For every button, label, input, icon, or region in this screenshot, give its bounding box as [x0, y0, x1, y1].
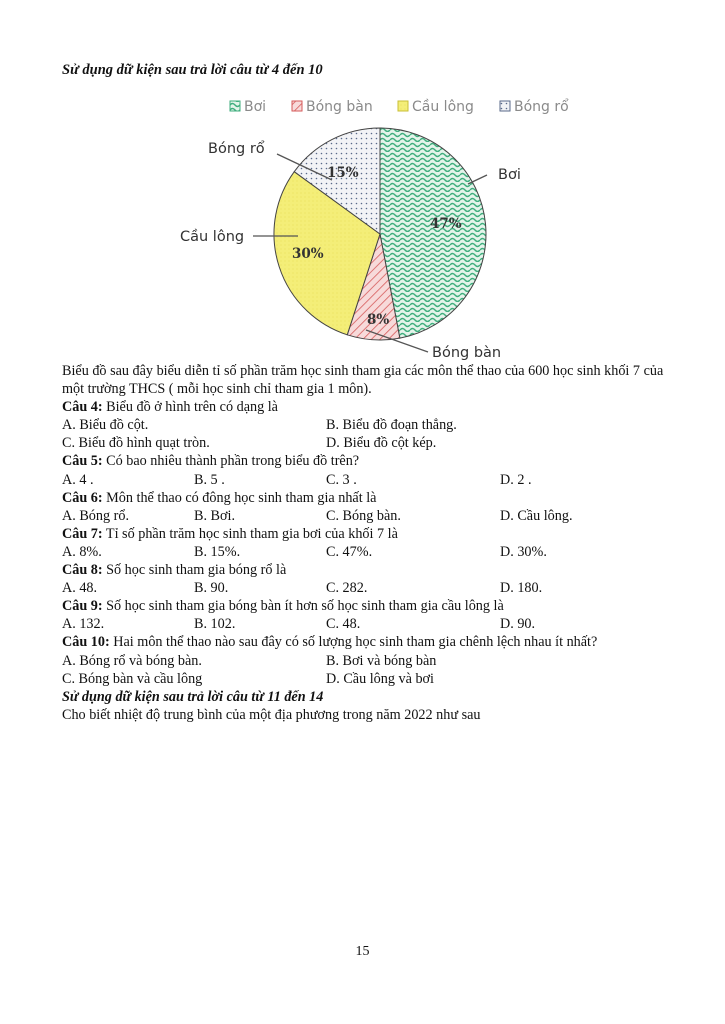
- pie-slice-boi: [380, 128, 486, 338]
- options-row: [62, 416, 674, 434]
- pie-chart: [160, 92, 600, 362]
- option-b: B. 90.: [194, 580, 229, 597]
- option-a: A. 8%.: [62, 543, 102, 560]
- callout-label-boi: Bơi: [498, 167, 521, 183]
- options-row: [62, 543, 674, 561]
- pie-chart-svg: [160, 92, 600, 362]
- question-text: Số học sinh tham gia bóng bàn ít hơn số học sinh tham gia cầu lông là: [106, 598, 504, 615]
- options-row: [62, 507, 674, 525]
- option-b: B. 15%.: [194, 543, 241, 560]
- legend-item-bongro: [500, 98, 569, 115]
- option-c: C. Bóng bàn và cầu lông: [62, 670, 203, 687]
- legend-item-bongban: [292, 99, 373, 115]
- question-6: [62, 489, 674, 507]
- question-label: Câu 8:: [62, 562, 103, 579]
- data-label-bongro: 15%: [327, 165, 359, 181]
- option-c: C. 3 .: [326, 471, 357, 488]
- option-b: B. 102.: [194, 616, 236, 633]
- question-label: Câu 7:: [62, 525, 103, 542]
- option-d: D. Cầu lông và bơi: [326, 670, 434, 687]
- options-row: [62, 652, 674, 670]
- question-5: [62, 452, 674, 470]
- question-label: Câu 6:: [62, 489, 103, 506]
- option-c: C. Bóng bàn.: [326, 507, 401, 524]
- options-row: [62, 615, 674, 633]
- option-d: D. Cầu lông.: [500, 507, 573, 524]
- option-a: A. Bóng rổ.: [62, 507, 129, 524]
- question-label: Câu 5:: [62, 453, 103, 470]
- question-9: [62, 597, 674, 615]
- question-4: [62, 398, 674, 416]
- option-b: B. Bơi và bóng bàn: [326, 652, 437, 669]
- option-d: D. Biểu đồ cột kép.: [326, 435, 437, 452]
- callout-label-caulong: Cầu lông: [180, 229, 245, 245]
- option-d: D. 30%.: [500, 543, 547, 560]
- question-7: [62, 525, 674, 543]
- question-text: Hai môn thể thao nào sau đây có số lượng học sinh tham gia chênh lệch nhau ít nhất?: [113, 634, 598, 651]
- callout-label-bongro: Bóng rổ: [208, 141, 265, 157]
- option-d: D. 2 .: [500, 471, 532, 488]
- data-label-caulong: 30%: [292, 246, 324, 262]
- questions-block: [62, 362, 674, 724]
- legend-label-bongro: Bóng rổ: [514, 99, 569, 115]
- option-c: C. 282.: [326, 580, 368, 597]
- question-8: [62, 561, 674, 579]
- section-heading-1: Sử dụng dữ kiện sau trả lời câu từ 4 đến 10: [62, 62, 323, 78]
- question-10: [62, 633, 674, 651]
- question-text: Biểu đồ ở hình trên có dạng là: [106, 399, 278, 416]
- option-c: C. 48.: [326, 616, 361, 633]
- question-text: Môn thể thao có đông học sinh tham gia nhất là: [106, 489, 377, 506]
- option-a: A. 132.: [62, 616, 105, 633]
- legend-label-bongban: Bóng bàn: [306, 99, 373, 115]
- legend-label-caulong: Cầu lông: [412, 99, 474, 115]
- option-a: A. 48.: [62, 580, 98, 597]
- question-text: Số học sinh tham gia bóng rổ là: [106, 562, 287, 579]
- options-row: [62, 579, 674, 597]
- option-a: A. Biểu đồ cột.: [62, 417, 149, 434]
- options-row: [62, 434, 674, 452]
- question-label: Câu 9:: [62, 598, 103, 615]
- data-label-boi: 47%: [430, 216, 462, 232]
- question-text: Có bao nhiêu thành phần trong biểu đồ trên?: [106, 453, 360, 470]
- intro-text-2: Cho biết nhiệt độ trung bình của một địa phương trong năm 2022 như sau: [62, 706, 481, 723]
- option-d: D. 90.: [500, 616, 536, 633]
- page-number: 15: [355, 944, 370, 959]
- pie-slices: [274, 128, 486, 340]
- callout-label-bongban: Bóng bàn: [432, 345, 502, 361]
- data-label-bongban: 8%: [367, 312, 390, 328]
- option-c: C. Biểu đồ hình quạt tròn.: [62, 435, 210, 452]
- chart-legend: [230, 98, 569, 115]
- option-d: D. 180.: [500, 580, 543, 597]
- legend-item-caulong: [398, 99, 474, 115]
- option-a: A. Bóng rổ và bóng bàn.: [62, 652, 202, 669]
- section-heading-2: Sử dụng dữ kiện sau trả lời câu từ 11 đến 14: [62, 688, 324, 705]
- intro-text: Biểu đồ sau đây biểu diễn tỉ số phần trăm học sinh tham gia các môn thể thao của 600 học sinh khối 7 của một trường THCS ( mỗi học sinh chỉ tham gia 1 môn).: [62, 363, 664, 398]
- option-b: B. Biểu đồ đoạn thẳng.: [326, 417, 457, 434]
- options-row: [62, 670, 674, 688]
- option-a: A. 4 .: [62, 471, 94, 488]
- question-label: Câu 10:: [62, 634, 110, 651]
- option-b: B. Bơi.: [194, 507, 236, 524]
- legend-label-boi: Bơi: [244, 99, 267, 115]
- options-row: [62, 471, 674, 489]
- option-c: C. 47%.: [326, 543, 373, 560]
- question-label: Câu 4:: [62, 399, 103, 416]
- question-text: Tỉ số phần trăm học sinh tham gia bơi của khối 7 là: [105, 525, 398, 542]
- option-b: B. 5 .: [194, 471, 225, 488]
- legend-item-boi: [230, 99, 266, 115]
